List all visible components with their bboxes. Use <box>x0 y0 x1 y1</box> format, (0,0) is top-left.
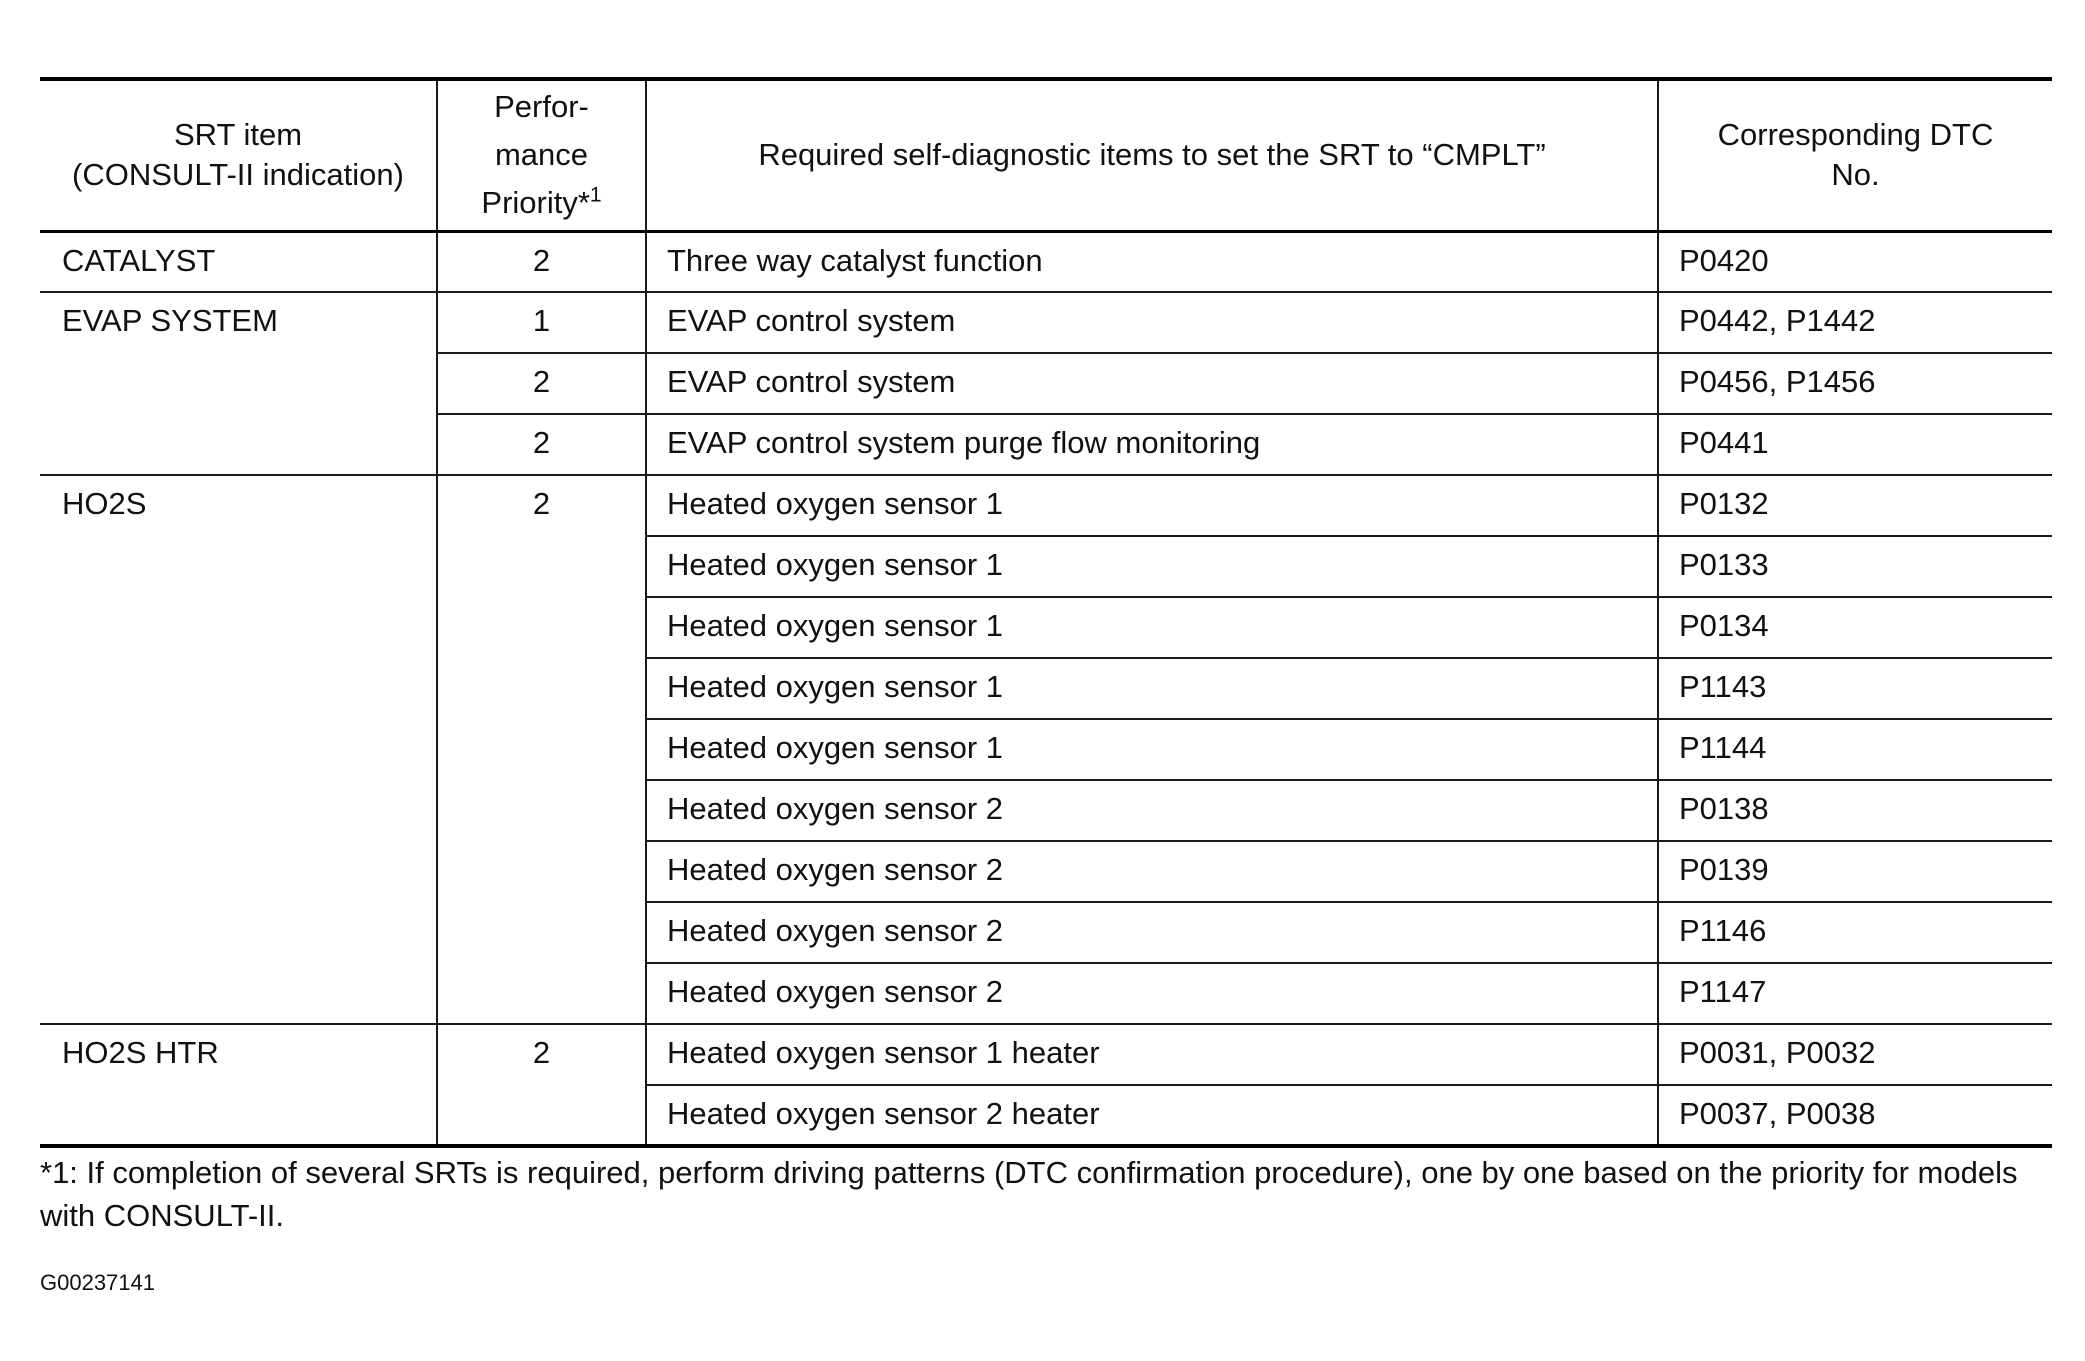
header-priority-footnote-mark: 1 <box>589 183 602 207</box>
diag-item-cell: Heated oxygen sensor 1 heater <box>646 1024 1658 1085</box>
dtc-cell: P0134 <box>1658 597 2052 658</box>
diag-item-cell: EVAP control system <box>646 353 1658 414</box>
dtc-cell: P0031, P0032 <box>1658 1024 2052 1085</box>
header-priority-label: Priority* <box>481 185 590 221</box>
table-header-row <box>40 79 2052 231</box>
priority-cell: 2 <box>437 231 646 292</box>
header-priority <box>437 79 646 231</box>
dtc-cell: P0139 <box>1658 841 2052 902</box>
footnote: *1: If completion of several SRTs is required, perform driving patterns (DTC confirmation procedure), one by one based on the priority for models with CONSULT-II. <box>40 1155 2018 1233</box>
table-row <box>40 1024 2052 1085</box>
dtc-cell: P1144 <box>1658 719 2052 780</box>
dtc-cell: P0037, P0038 <box>1658 1085 2052 1146</box>
priority-cell: 2 <box>437 475 646 1024</box>
header-priority-line3 <box>438 179 645 227</box>
diag-item-cell: Heated oxygen sensor 2 <box>646 963 1658 1024</box>
header-srt-item-line2: (CONSULT-II indication) <box>72 157 404 193</box>
dtc-cell: P1146 <box>1658 902 2052 963</box>
srt-table <box>40 77 2052 1148</box>
dtc-cell: P0420 <box>1658 231 2052 292</box>
priority-cell: 2 <box>437 414 646 475</box>
header-required-items: Required self-diagnostic items to set the SRT to “CMPLT” <box>646 79 1658 231</box>
diag-item-cell: Heated oxygen sensor 2 <box>646 780 1658 841</box>
dtc-cell: P0456, P1456 <box>1658 353 2052 414</box>
priority-cell: 2 <box>437 353 646 414</box>
diag-item-cell: EVAP control system purge flow monitoring <box>646 414 1658 475</box>
header-dtc <box>1658 79 2052 231</box>
srt-item-cell: CATALYST <box>40 231 437 292</box>
diag-item-cell: EVAP control system <box>646 292 1658 353</box>
diag-item-cell: Heated oxygen sensor 2 <box>646 902 1658 963</box>
dtc-cell: P0442, P1442 <box>1658 292 2052 353</box>
srt-item-cell: EVAP SYSTEM <box>40 292 437 475</box>
header-srt-item <box>40 79 437 231</box>
priority-cell: 1 <box>437 292 646 353</box>
dtc-cell: P1143 <box>1658 658 2052 719</box>
diag-item-cell: Heated oxygen sensor 1 <box>646 719 1658 780</box>
table-row <box>40 292 2052 353</box>
priority-cell: 2 <box>437 1024 646 1146</box>
diag-item-cell: Heated oxygen sensor 2 heater <box>646 1085 1658 1146</box>
header-priority-line1: Perfor- <box>494 89 589 125</box>
dtc-cell: P0132 <box>1658 475 2052 536</box>
diag-item-cell: Heated oxygen sensor 2 <box>646 841 1658 902</box>
table-row <box>40 231 2052 292</box>
dtc-cell: P1147 <box>1658 963 2052 1024</box>
diag-item-cell: Three way catalyst function <box>646 231 1658 292</box>
table-row <box>40 475 2052 536</box>
diag-item-cell: Heated oxygen sensor 1 <box>646 658 1658 719</box>
srt-item-cell: HO2S <box>40 475 437 1024</box>
dtc-cell: P0133 <box>1658 536 2052 597</box>
dtc-cell: P0441 <box>1658 414 2052 475</box>
header-srt-item-line1: SRT item <box>173 117 303 153</box>
dtc-cell: P0138 <box>1658 780 2052 841</box>
header-priority-line2: mance <box>494 137 589 173</box>
diag-item-cell: Heated oxygen sensor 1 <box>646 536 1658 597</box>
srt-item-cell: HO2S HTR <box>40 1024 437 1146</box>
diag-item-cell: Heated oxygen sensor 1 <box>646 475 1658 536</box>
header-dtc-line1: Corresponding DTC <box>1717 117 1994 153</box>
header-dtc-line2: No. <box>1831 157 1880 193</box>
figure-id: G00237141 <box>40 1270 155 1295</box>
diag-item-cell: Heated oxygen sensor 1 <box>646 597 1658 658</box>
